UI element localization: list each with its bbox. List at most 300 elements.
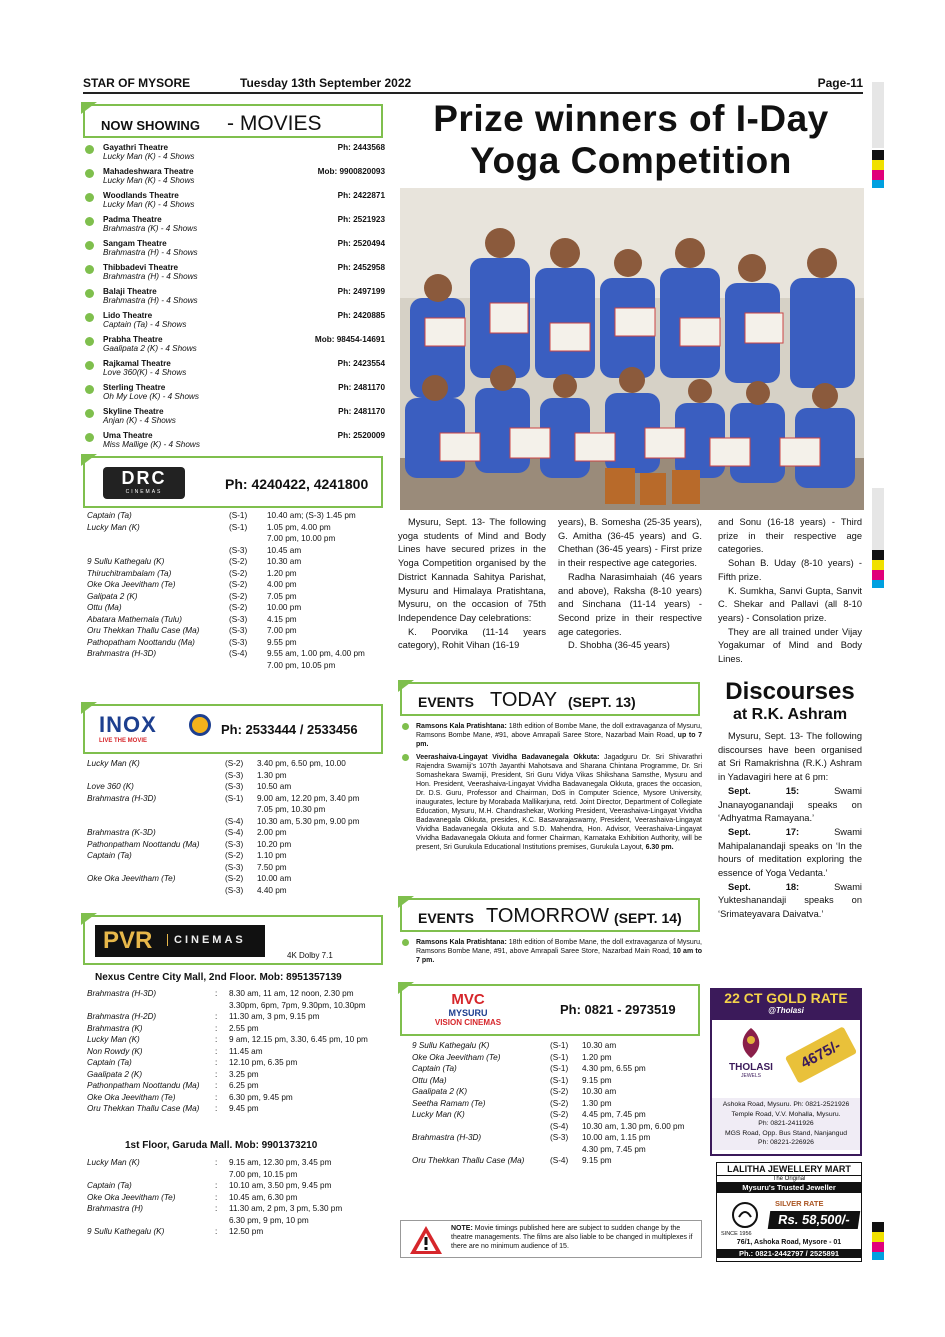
- movie-title: Gaalipata 2 (K): [87, 1069, 143, 1079]
- showtime-row: [87, 591, 385, 603]
- screen: :: [215, 1081, 218, 1090]
- drc-phone: Ph: 4240422, 4241800: [225, 476, 369, 492]
- showtime-row: [412, 1098, 702, 1110]
- showtime-row: [87, 660, 385, 672]
- bullet-icon: [85, 361, 94, 370]
- screen: :: [215, 1012, 218, 1021]
- show-times: 6.30 pm, 9.45 pm: [229, 1092, 293, 1102]
- show-times: 10.45 am: [267, 545, 302, 555]
- pvr-note: 4K Dolby 7.1: [287, 951, 333, 960]
- show-times: 10.30 am: [582, 1041, 617, 1050]
- theatre-name: Prabha Theatre: [103, 335, 163, 344]
- movie-title: Brahmastra (H-3D): [87, 649, 157, 658]
- drc-showtimes: [87, 510, 385, 671]
- registration-mark: [872, 170, 884, 180]
- show-times: 9.55 am, 1.00 pm, 4.00 pm: [267, 649, 365, 658]
- showtime-row: [412, 1155, 702, 1167]
- showtime-row: [87, 1169, 385, 1181]
- showtime-row: [87, 793, 387, 805]
- screen: (S-2): [550, 1098, 569, 1108]
- theatre-name: Rajkamal Theatre: [103, 359, 171, 368]
- theatre-name: Uma Theatre: [103, 431, 153, 440]
- showtime-row: [412, 1086, 702, 1098]
- movie-title: 9 Sullu Kathegalu (K): [412, 1041, 490, 1050]
- show-times: 12.10 pm, 6.35 pm: [229, 1058, 298, 1067]
- screen: (S-1): [550, 1052, 569, 1062]
- registration-mark: [872, 180, 884, 188]
- movie-title: Oke Oka Jeevitham (Te): [87, 1192, 176, 1202]
- screen: (S-2): [225, 874, 244, 883]
- movie-title: [87, 862, 225, 874]
- movie-title: [87, 885, 225, 897]
- show-times: 9.15 pm: [582, 1075, 612, 1085]
- page-header: [83, 74, 863, 94]
- showtime-row: [87, 1180, 385, 1192]
- event-item: [400, 753, 702, 852]
- screen: (S-3): [229, 637, 248, 647]
- show-times: 11.45 am: [229, 1046, 263, 1056]
- show-times: 1.10 pm: [257, 851, 287, 860]
- show-times: 9 am, 12.15 pm, 3.30, 6.45 pm, 10 pm: [229, 1035, 368, 1044]
- showtime-row: [87, 781, 387, 793]
- event-text: 18th edition of Bombe Mane, the doll extravaganza of Mysuru, Ramsons Bombe Mane, #91, above Amrapali Saree Store, Nazarbad Main Road,: [416, 939, 702, 955]
- theatre-item: [83, 407, 385, 431]
- bullet-icon: [402, 939, 409, 946]
- show-times: 1.20 pm: [267, 568, 297, 578]
- movie-title: Oru Thekkan Thallu Case (Ma): [87, 1104, 200, 1113]
- article-title: Prize winners of I-Day Yoga Competition: [433, 98, 829, 181]
- screen: (S-3): [225, 862, 244, 872]
- screen: :: [215, 1023, 218, 1033]
- discourse-item: Sept. 15: Swami Jnanayoganandaji speaks on ‘Adhyatma Ramayana.’: [718, 785, 863, 824]
- screen: :: [215, 989, 218, 998]
- showtime-row: [87, 850, 387, 862]
- paper-name: STAR OF MYSORE: [83, 76, 191, 90]
- show-times: 7.00 pm, 10.00 pm: [267, 534, 336, 543]
- showtime-row: [87, 568, 385, 580]
- showtime-row: [412, 1052, 702, 1064]
- registration-mark: [872, 488, 884, 550]
- theatre-item: [83, 143, 385, 167]
- screen: :: [215, 1069, 218, 1079]
- event-item: [400, 938, 702, 965]
- movie-title: Oke Oka Jeevitham (Te): [87, 874, 176, 883]
- showtime-row: [87, 1011, 385, 1023]
- theatre-item: [83, 263, 385, 287]
- event-time: up to 7 pm.: [416, 732, 702, 748]
- show-times: 1.05 pm, 4.00 pm: [267, 522, 331, 532]
- theatre-item: [83, 287, 385, 311]
- screen: (S-2): [229, 557, 248, 566]
- showtime-row: [87, 816, 387, 828]
- screen: (S-2): [229, 580, 248, 589]
- discourses-subtitle: at R.K. Ashram: [732, 706, 848, 723]
- theatre-item: [83, 311, 385, 335]
- showtime-row: [87, 522, 385, 534]
- mvc-showtimes: [412, 1040, 702, 1167]
- peacock-icon: [731, 1026, 771, 1060]
- bullet-icon: [85, 145, 94, 154]
- showtime-row: [412, 1144, 702, 1156]
- show-times: 10.30 am: [582, 1087, 617, 1096]
- screen: :: [215, 1181, 218, 1190]
- movie-title: Lucky Man (K): [87, 1035, 140, 1044]
- events-tomorrow-list: [400, 938, 702, 969]
- show-times: 4.15 pm: [267, 614, 297, 624]
- movie-title: Thiruchitrambalam (Ta): [87, 568, 172, 578]
- show-times: 11.30 am, 2 pm, 3 pm, 5.30 pm: [229, 1204, 343, 1213]
- event-org: Ramsons Kala Pratishtana:: [416, 723, 507, 730]
- show-times: 1.30 pm: [582, 1098, 612, 1108]
- showtime-row: [87, 758, 387, 770]
- showtime-row: [87, 1226, 385, 1238]
- movie-title: Oke Oka Jeevitham (Te): [87, 1092, 176, 1102]
- theatre-movie: Love 360(K) - 4 Shows: [103, 368, 187, 377]
- inox-showtimes: [87, 758, 387, 896]
- show-times: 10.10 am, 3.50 pm, 9.45 pm: [229, 1181, 332, 1190]
- show-times: 10.30 am, 1.30 pm, 6.00 pm: [582, 1121, 685, 1131]
- show-times: 3.25 pm: [229, 1069, 259, 1079]
- showtime-row: [87, 1215, 385, 1227]
- bullet-icon: [85, 313, 94, 322]
- screen: :: [215, 1158, 218, 1167]
- movie-title: Lucky Man (K): [87, 759, 140, 768]
- movie-title: Captain (Ta): [87, 851, 132, 860]
- screen: (S-4): [550, 1121, 569, 1131]
- showtime-row: [87, 602, 385, 614]
- theatre-name: Mahadeshwara Theatre: [103, 167, 194, 176]
- theatre-name: Woodlands Theatre: [103, 191, 179, 200]
- theatre-name: Padma Theatre: [103, 215, 162, 224]
- theatre-phone: Ph: 2497199: [337, 287, 385, 296]
- movie-title: [87, 770, 225, 782]
- show-times: 10.45 am, 6.30 pm: [229, 1192, 298, 1202]
- show-times: 10.40 am; (S-3) 1.45 pm: [267, 511, 356, 520]
- show-times: 9.00 am, 12.20 pm, 3.40 pm: [257, 793, 360, 803]
- event-time: 6.30 pm.: [645, 844, 674, 851]
- theatre-movie: Brahmastra (H) - 4 Shows: [103, 296, 198, 305]
- discourses-body: Mysuru, Sept. 13- The following discourses have been organised at Sri Ramakrishna (R.K.) Ashram in Yadavagiri here at 6 pm: Sept. 15: Swami Jnanayoganandaji speaks on ‘Adhyatma Ramayana.’ Sept. 17: Swami Mahipalanandaji speaks on ‘In the hours of meditation exploring the essence of Yoga Vedanta.’ Sept. 18: Swami Yukteshanandaji speaks on ‘Srimateyavara Daivatva.’: [718, 730, 862, 922]
- registration-mark: [872, 550, 884, 560]
- bullet-icon: [85, 169, 94, 178]
- show-times: 10.20 pm: [257, 839, 292, 849]
- screen: (S-1): [550, 1064, 569, 1073]
- screen: (S-3): [229, 626, 248, 635]
- movie-title: Pathonpatham Noottandu (Ma): [87, 1081, 200, 1090]
- show-times: 6.25 pm: [229, 1081, 259, 1090]
- showtime-row: [87, 1080, 385, 1092]
- theatre-item: [83, 191, 385, 215]
- event-item: [400, 722, 702, 749]
- screen: (S-1): [550, 1075, 569, 1085]
- showtime-row: [87, 1069, 385, 1081]
- screen: (S-2): [225, 851, 244, 860]
- movies-label: - MOVIES: [227, 112, 322, 135]
- theatre-name: Sangam Theatre: [103, 239, 167, 248]
- screen: (S-3): [229, 614, 248, 624]
- screen: [225, 804, 257, 816]
- discourse-item: Sept. 17: Swami Mahipalanandaji speaks on ‘In the hours of meditation exploring the essence of Yoga Vedanta.’: [718, 826, 863, 879]
- theatre-phone: Ph: 2452958: [337, 263, 385, 272]
- tholasi-logo: THOLASI JEWELS: [716, 1026, 786, 1090]
- theatre-movie: Brahmastra (K) - 4 Shows: [103, 224, 198, 233]
- show-times: 4.00 pm: [267, 580, 297, 589]
- showtime-row: [87, 988, 385, 1000]
- movie-title: Brahmastra (H-3D): [87, 989, 157, 998]
- show-times: 3.30pm, 6pm, 7pm, 9.30pm, 10.30pm: [229, 1000, 366, 1010]
- screen: (S-2): [225, 759, 244, 768]
- mvc-phone: Ph: 0821 - 2973519: [560, 1002, 676, 1017]
- theatre-phone: Ph: 2520494: [337, 239, 385, 248]
- bullet-icon: [85, 193, 94, 202]
- registration-mark: [872, 1242, 884, 1252]
- showtime-row: [412, 1075, 702, 1087]
- screen: (S-4): [225, 828, 244, 837]
- showtime-row: [87, 510, 385, 522]
- show-times: 10.30 am, 5.30 pm, 9.00 pm: [257, 816, 360, 826]
- theatre-movie: Lucky Man (K) - 4 Shows: [103, 200, 195, 209]
- screen: :: [215, 1035, 218, 1044]
- bullet-icon: [85, 289, 94, 298]
- movie-title: 9 Sullu Kathegalu (K): [87, 557, 165, 566]
- showtime-row: [412, 1109, 702, 1121]
- registration-mark: [872, 580, 884, 588]
- screen: :: [215, 1104, 218, 1113]
- theatre-phone: Ph: 2443568: [337, 143, 385, 152]
- sun-icon: [189, 714, 211, 736]
- movie-title: Ottu (Ma): [412, 1075, 447, 1085]
- show-times: 9.15 pm: [582, 1156, 612, 1165]
- show-times: 7.05 pm, 10.30 pm: [257, 805, 326, 814]
- movie-title: [87, 660, 229, 672]
- pvr-header: [83, 915, 383, 965]
- theatre-movie: Miss Mallige (K) - 4 Shows: [103, 440, 200, 449]
- registration-mark: [872, 160, 884, 170]
- show-times: 4.30 pm, 7.45 pm: [582, 1144, 646, 1154]
- emblem-icon: [731, 1201, 759, 1229]
- show-times: 10.30 am: [267, 557, 302, 566]
- show-times: 10.00 pm: [267, 603, 302, 612]
- screen: :: [215, 1204, 218, 1213]
- theatre-item: [83, 359, 385, 383]
- movie-title: Captain (Ta): [87, 1181, 132, 1190]
- showtime-row: [87, 625, 385, 637]
- registration-mark: [872, 560, 884, 570]
- screen: (S-4): [225, 816, 244, 826]
- bullet-icon: [85, 265, 94, 274]
- timings-note: NOTE: Movie timings published here are subject to sudden change by the theatre managements. The films are also liable to be changed in multiplexes if there are no minimum audience of 15.: [400, 1220, 702, 1258]
- events-tomorrow-header: EVENTS TOMORROW (SEPT. 14): [400, 898, 700, 932]
- events-today-header: EVENTS TODAY (SEPT. 13): [400, 682, 700, 716]
- showtime-row: [87, 862, 387, 874]
- warning-icon: [409, 1225, 443, 1255]
- movie-title: [87, 533, 229, 545]
- issue-date: Tuesday 13th September 2022: [240, 76, 412, 90]
- movie-title: Oru Thekkan Thallu Case (Ma): [412, 1156, 525, 1165]
- theatre-phone: Ph: 2422871: [337, 191, 385, 200]
- screen: (S-1): [229, 522, 248, 532]
- showtime-row: [87, 614, 385, 626]
- showtime-row: [87, 873, 387, 885]
- now-showing-label: NOW SHOWING: [101, 118, 200, 133]
- movie-title: Captain (Ta): [87, 511, 132, 520]
- screen: (S-3): [229, 545, 248, 555]
- theatre-movie: Oh My Love (K) - 4 Shows: [103, 392, 200, 401]
- show-times: 7.00 pm: [267, 626, 297, 635]
- screen: (S-4): [550, 1156, 569, 1165]
- movie-title: [87, 545, 229, 557]
- theatre-movie: Captain (Ta) - 4 Shows: [103, 320, 187, 329]
- screen: [229, 533, 267, 545]
- movie-title: Abatara Mathernala (Tulu): [87, 614, 182, 624]
- bullet-icon: [402, 723, 409, 730]
- screen: (S-3): [225, 839, 244, 849]
- movie-title: [87, 804, 225, 816]
- theatre-list: [83, 143, 385, 455]
- screen: (S-3): [225, 885, 244, 895]
- movie-title: Brahmastra (K-3D): [87, 828, 156, 837]
- showtime-row: [87, 1203, 385, 1215]
- bullet-icon: [85, 337, 94, 346]
- movie-title: Brahmastra (H): [87, 1204, 143, 1213]
- movie-title: Non Rowdy (K): [87, 1046, 143, 1056]
- registration-mark: [872, 82, 884, 148]
- show-times: 9.55 pm: [267, 637, 297, 647]
- showtime-row: [87, 770, 387, 782]
- inox-phone: Ph: 2533444 / 2533456: [221, 722, 358, 737]
- theatre-phone: Ph: 2423554: [337, 359, 385, 368]
- movie-title: Captain (Ta): [412, 1064, 457, 1073]
- showtime-row: [412, 1132, 702, 1144]
- theatre-name: Balaji Theatre: [103, 287, 157, 296]
- showtime-row: [412, 1040, 702, 1052]
- bullet-icon: [85, 217, 94, 226]
- movie-title: Captain (Ta): [87, 1058, 132, 1067]
- screen: [550, 1144, 582, 1156]
- theatre-name: Sterling Theatre: [103, 383, 166, 392]
- movie-title: Seetha Ramam (Te): [412, 1098, 486, 1108]
- inox-logo: INOX LIVE THE MOVIE: [99, 712, 211, 748]
- movie-title: Oke Oka Jeevitham (Te): [412, 1052, 501, 1062]
- screen: (S-2): [550, 1110, 569, 1119]
- show-times: 6.30 pm, 9 pm, 10 pm: [229, 1215, 309, 1225]
- yoga-winners-photo: [400, 188, 864, 510]
- inox-header: [83, 704, 383, 754]
- show-times: 4.45 pm, 7.45 pm: [582, 1110, 646, 1119]
- showtime-row: [87, 885, 387, 897]
- bullet-icon: [85, 433, 94, 442]
- movie-title: Galipata 2 (K): [87, 591, 138, 601]
- registration-mark: [872, 150, 884, 160]
- theatre-movie: Lucky Man (K) - 4 Shows: [103, 152, 195, 161]
- mall-garuda: 1st Floor, Garuda Mall. Mob: 9901373210: [125, 1140, 318, 1151]
- theatre-item: [83, 239, 385, 263]
- movie-title: Love 360 (K): [87, 782, 134, 791]
- show-times: 1.30 pm: [257, 770, 287, 780]
- movie-title: [87, 816, 225, 828]
- mall-nexus: Nexus Centre City Mall, 2nd Floor. Mob: 8951357139: [95, 972, 342, 983]
- drc-header: [83, 456, 383, 508]
- screen: [215, 1169, 229, 1181]
- movie-title: 9 Sullu Kathegalu (K): [87, 1227, 165, 1236]
- theatre-name: Skyline Theatre: [103, 407, 164, 416]
- showtime-row: [87, 1103, 385, 1115]
- theatre-movie: Gaalipata 2 (K) - 4 Shows: [103, 344, 197, 353]
- article-col-1: Mysuru, Sept. 13- The following yoga students of Mind and Body Lines have secured prizes in the Yoga Competition organised by the District Kannada Sahitya Parishat, Mysuru and Himalaya Pratishtana, Mysuru, on the occasion of 75th Independence Day celebrations: K. Poorvika (11-14 years category), Rohit Vihan (16-19: [398, 517, 546, 651]
- show-times: 9.45 pm: [229, 1104, 259, 1113]
- show-times: 7.05 pm: [267, 591, 297, 601]
- movie-title: Ottu (Ma): [87, 603, 122, 612]
- drc-logo: DRC CINEMAS: [103, 467, 185, 499]
- show-times: 8.30 am, 11 am, 12 noon, 2.30 pm: [229, 989, 354, 998]
- screen: :: [215, 1192, 218, 1202]
- mvc-header: [400, 984, 700, 1036]
- showtime-row: [87, 1046, 385, 1058]
- bullet-icon: [85, 385, 94, 394]
- lalitha-ad: LALITHA JEWELLERY MART The Original Mysuru's Trusted Jeweller SILVER RATE Rs. 58,500/- SINCE 1956 76/1, Ashoka Road, Mysore - 01 Ph.: 0821-2442797 / 2525891: [716, 1162, 862, 1262]
- movie-title: Lucky Man (K): [87, 1158, 140, 1167]
- movie-title: Brahmastra (H-3D): [87, 793, 157, 803]
- show-times: 7.50 pm: [257, 862, 287, 872]
- show-times: 2.55 pm: [229, 1023, 259, 1033]
- screen: (S-2): [229, 591, 248, 601]
- showtime-row: [87, 1034, 385, 1046]
- show-times: 10.00 am, 1.15 pm: [582, 1133, 651, 1142]
- screen: (S-1): [550, 1041, 569, 1050]
- bullet-icon: [402, 754, 409, 761]
- discourses-title: Discourses: [725, 678, 855, 705]
- screen: (S-3): [550, 1133, 569, 1142]
- theatre-movie: Brahmastra (H) - 4 Shows: [103, 272, 198, 281]
- theatre-phone: Ph: 2420885: [337, 311, 385, 320]
- event-org: Veerashaiva-Lingayat Vividha Badavanegala Okkuta:: [416, 754, 600, 761]
- theatre-name: Thibbadevi Theatre: [103, 263, 179, 272]
- theatre-phone: Mob: 98454-14691: [314, 335, 385, 344]
- movie-title: Oke Oka Jeevitham (Te): [87, 580, 176, 589]
- screen: :: [215, 1046, 218, 1056]
- screen: :: [215, 1092, 218, 1102]
- movie-title: Pathopatham Noottandu (Ma): [87, 637, 195, 647]
- registration-mark: [872, 1222, 884, 1232]
- screen: :: [215, 1058, 218, 1067]
- theatre-name: Lido Theatre: [103, 311, 153, 320]
- screen: (S-1): [225, 793, 244, 803]
- movie-title: [87, 1215, 215, 1227]
- show-times: 9.15 am, 12.30 pm, 3.45 pm: [229, 1158, 332, 1167]
- registration-mark: [872, 570, 884, 580]
- theatre-movie: Brahmastra (H) - 4 Shows: [103, 248, 198, 257]
- theatre-phone: Ph: 2521923: [337, 215, 385, 224]
- showtime-row: [87, 556, 385, 568]
- bullet-icon: [85, 241, 94, 250]
- movie-title: [412, 1121, 550, 1133]
- theatre-item: [83, 383, 385, 407]
- showtime-row: [87, 1092, 385, 1104]
- pvr-nexus-showtimes: [87, 988, 385, 1115]
- show-times: 4.30 pm, 6.55 pm: [582, 1064, 646, 1073]
- theatre-phone: Ph: 2520009: [337, 431, 385, 440]
- screen: (S-3): [225, 782, 244, 791]
- movie-title: Brahmastra (H-3D): [412, 1133, 482, 1142]
- show-times: 7.00 pm, 10.05 pm: [267, 660, 336, 670]
- showtime-row: [87, 648, 385, 660]
- movie-title: Brahmastra (H-2D): [87, 1012, 157, 1021]
- show-times: 11.30 am, 3 pm, 9.15 pm: [229, 1012, 320, 1021]
- now-showing-header: [83, 104, 383, 138]
- screen: (S-1): [229, 511, 248, 520]
- silver-rate: Rs. 58,500/-: [768, 1211, 861, 1229]
- registration-mark: [872, 1232, 884, 1242]
